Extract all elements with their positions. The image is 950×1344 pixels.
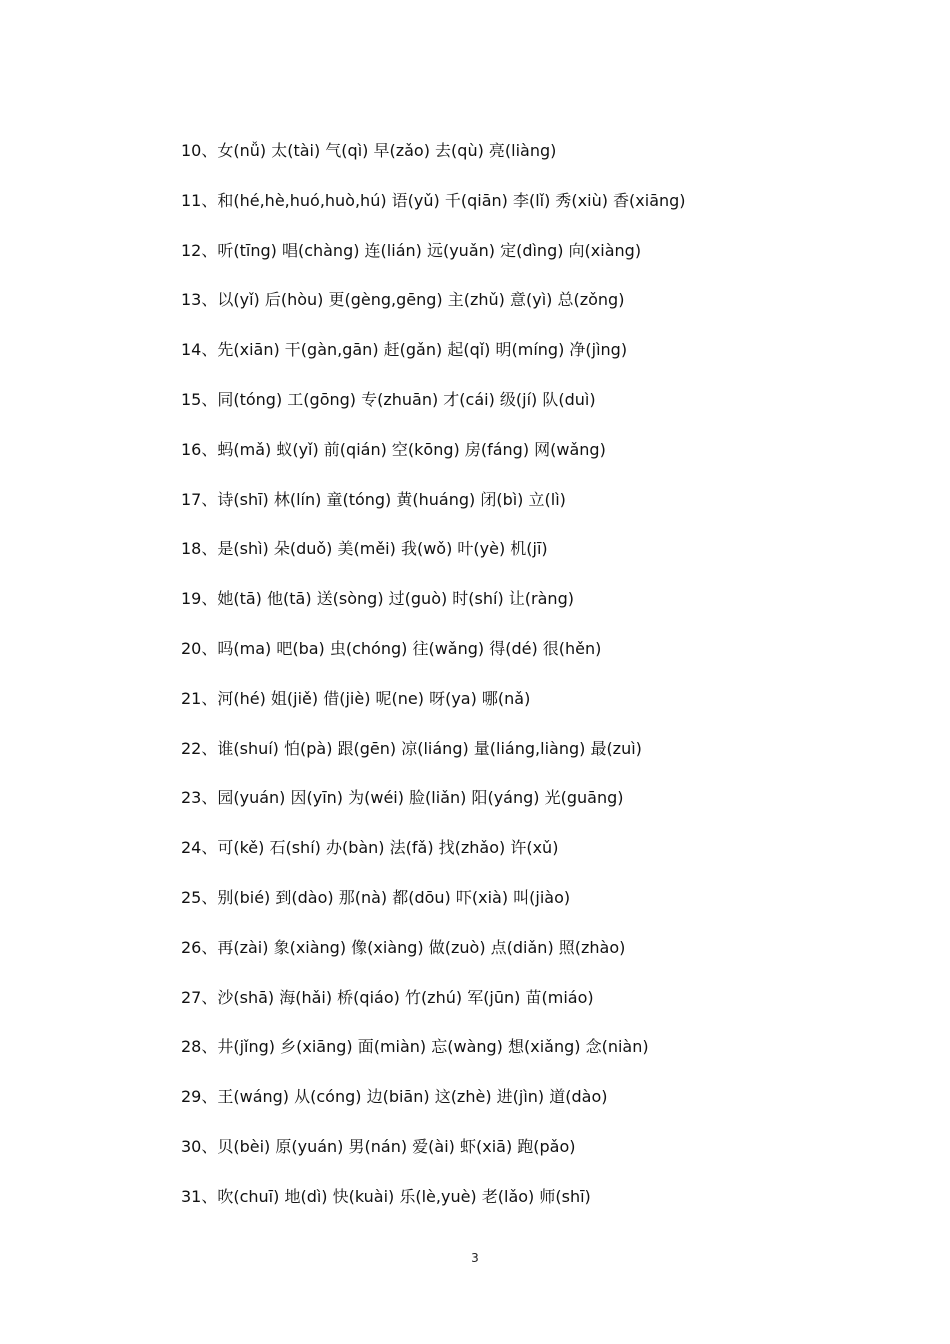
list-item: 24、可(kě) 石(shí) 办(bàn) 法(fǎ) 找(zhǎo) 许(xǔ) [181,838,559,858]
list-item: 13、以(yǐ) 后(hòu) 更(gèng,gēng) 主(zhǔ) 意(yì) 总(zǒng) [181,290,625,310]
list-item: 11、和(hé,hè,huó,huò,hú) 语(yǔ) 千(qiān) 李(lǐ) 秀(xiù) 香(xiāng) [181,190,686,210]
list-item: 30、贝(bèi) 原(yuán) 男(nán) 爱(ài) 虾(xiā) 跑(pǎo) [181,1136,576,1156]
list-item: 23、园(yuán) 因(yīn) 为(wéi) 脸(liǎn) 阳(yáng) 光(guāng) [181,788,624,808]
list-item: 17、诗(shī) 林(lín) 童(tóng) 黄(huáng) 闭(bì) 立(lì) [181,489,566,509]
list-item: 16、蚂(mǎ) 蚁(yǐ) 前(qián) 空(kōng) 房(fáng) 网(wǎng) [181,439,606,459]
list-item: 28、井(jǐng) 乡(xiāng) 面(miàn) 忘(wàng) 想(xiǎng) 念(niàn) [181,1037,649,1057]
list-item: 27、沙(shā) 海(hǎi) 桥(qiáo) 竹(zhú) 军(jūn) 苗(miáo) [181,987,594,1007]
list-item: 12、听(tīng) 唱(chàng) 连(lián) 远(yuǎn) 定(dìng) 向(xiàng) [181,240,642,260]
list-item: 15、同(tóng) 工(gōng) 专(zhuān) 才(cái) 级(jí) 队(duì) [181,389,596,409]
page-number: 3 [471,1251,479,1265]
list-item: 18、是(shì) 朵(duǒ) 美(měi) 我(wǒ) 叶(yè) 机(jī) [181,539,548,559]
list-item: 25、别(bié) 到(dào) 那(nà) 都(dōu) 吓(xià) 叫(jiào) [181,887,571,907]
list-item: 21、河(hé) 姐(jiě) 借(jiè) 呢(ne) 呀(ya) 哪(nǎ) [181,688,531,708]
list-item: 29、王(wáng) 从(cóng) 边(biān) 这(zhè) 进(jìn) 道(dào) [181,1087,608,1107]
list-item: 20、吗(ma) 吧(ba) 虫(chóng) 往(wǎng) 得(dé) 很(hěn) [181,638,602,658]
list-item: 10、女(nǚ) 太(tài) 气(qì) 早(zǎo) 去(qù) 亮(liàng) [181,141,557,160]
list-item: 26、再(zài) 象(xiàng) 像(xiàng) 做(zuò) 点(diǎn) 照(zhào) [181,937,626,957]
list-item: 19、她(tā) 他(tā) 送(sòng) 过(guò) 时(shí) 让(ràng) [181,589,574,609]
list-item: 14、先(xiān) 干(gàn,gān) 赶(gǎn) 起(qǐ) 明(míng) 净(jìng) [181,340,628,360]
vocabulary-list [181,138,921,1234]
list-item: 22、谁(shuí) 怕(pà) 跟(gēn) 凉(liáng) 量(liáng,liàng) 最(zuì) [181,738,642,758]
list-item: 31、吹(chuī) 地(dì) 快(kuài) 乐(lè,yuè) 老(lǎo) 师(shī) [181,1186,591,1206]
